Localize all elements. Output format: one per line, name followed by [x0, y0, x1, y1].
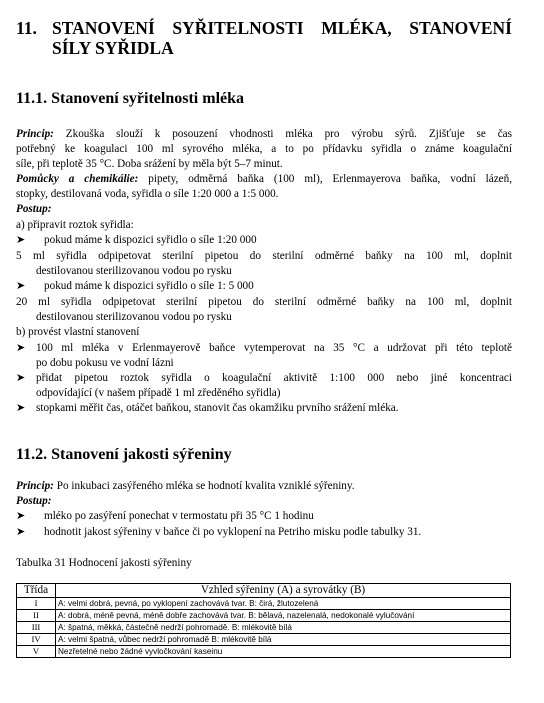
section-heading-11-2: 11.2. Stanovení jakosti sýřeniny: [16, 446, 232, 463]
step-b2-line-2: odpovídající (v našem případě 1 ml zředěného syřidla): [36, 387, 281, 399]
princip-line-3: síle, při teplotě 35 °C. Doba srážení by měla být 5–7 minut.: [16, 158, 283, 170]
quality-table: [16, 583, 511, 658]
column-header-class: Třída: [17, 584, 56, 598]
chapter-number: 11.: [16, 18, 37, 38]
table-cell-description: A: velmi špatná, vůbec nedrží pohromadě B: mlékovitě bílá: [56, 634, 511, 646]
princip-line-2: potřebný ke koagulaci 100 ml syrového mléka, a to po přídavku syřidla o známe koagulační: [16, 143, 512, 155]
table-cell-class: V: [17, 646, 56, 658]
postup-label: Postup:: [16, 203, 52, 215]
step-2-2: hodnotit jakost sýřeniny v baňce či po vyklopení na Petriho misku podle tabulky 31.: [44, 526, 422, 538]
procedure-1-line-2: destilovanou sterilizovanou vodou po rysku: [36, 265, 232, 277]
arrowhead-bullet-icon: ➤: [16, 402, 26, 414]
table-header-row: [17, 584, 511, 598]
table-row: [17, 622, 511, 634]
chapter-title-line2: SÍLY SYŘIDLA: [52, 38, 174, 58]
table-cell-class: I: [17, 598, 56, 610]
procedure-2-line-2: destilovanou sterilizovanou vodou po rysku: [36, 311, 232, 323]
table-row: [17, 634, 511, 646]
table-cell-class: IV: [17, 634, 56, 646]
chapter-title-line1: STANOVENÍ SYŘITELNOSTI MLÉKA, STANOVENÍ: [52, 18, 512, 38]
bullet-20000: pokud máme k dispozici syřidlo o síle 1:20 000: [44, 234, 257, 246]
step-b2-line-1: přidat pipetou roztok syřidla o koagulační aktivitě 1:100 000 nebo jiné koncentraci: [36, 372, 512, 384]
procedure-2-line-1: 20 ml syřidla odpipetovat sterilní pipetou do sterilní odměrné baňky na 100 ml, doplnit: [16, 296, 512, 308]
arrowhead-bullet-icon: ➤: [16, 510, 26, 522]
step-b1-line-1: 100 ml mléka v Erlenmayerově baňce vytemperovat na 35 °C a udržovat při této teplotě: [36, 342, 512, 354]
pomucky-line-1: Pomůcky a chemikálie: pipety, odměrná baňka (100 ml), Erlenmayerova baňka, vodní lázeň,: [16, 173, 513, 185]
princip-line-1: Princip: Zkouška slouží k posouzení vhodnosti mléka pro výrobu sýrů. Zjišťuje se čas: [16, 128, 512, 140]
table-cell-description: A: velmi dobrá, pevná, po vyklopení zachovává tvar. B: čirá, žlutozelená: [56, 598, 511, 610]
table-cell-description: Nezřetelné nebo žádné vyvločkování kaseinu: [56, 646, 511, 658]
pomucky-line-2: stopky, destilovaná voda, syřidla o síle 1:20 000 a 1:5 000.: [16, 188, 279, 200]
table-caption: Tabulka 31 Hodnocení jakosti sýřeniny: [16, 557, 192, 569]
procedure-1-line-1: 5 ml syřidla odpipetovat sterilní pipetou do sterilní odměrné baňky na 100 ml, doplnit: [16, 250, 512, 262]
postup-2-label: Postup:: [16, 495, 52, 507]
column-header-appearance: Vzhled sýřeniny (A) a syrovátky (B): [56, 584, 511, 598]
arrowhead-bullet-icon: ➤: [16, 526, 26, 538]
table-row: [17, 598, 511, 610]
arrowhead-bullet-icon: ➤: [16, 342, 26, 354]
step-b: b) provést vlastní stanovení: [16, 326, 140, 338]
arrowhead-bullet-icon: ➤: [16, 372, 26, 384]
step-a: a) připravit roztok syřidla:: [16, 219, 134, 231]
table-cell-description: A: špatná, měkká, částečně nedrží pohromadě. B: mlékovitě bílá: [56, 622, 511, 634]
table-row: [17, 646, 511, 658]
arrowhead-bullet-icon: ➤: [16, 234, 26, 246]
table-cell-class: III: [17, 622, 56, 634]
bullet-5000: pokud máme k dispozici syřidlo o síle 1: 5 000: [44, 280, 254, 292]
step-b3: stopkami měřit čas, otáčet baňkou, stanovit čas okamžiku prvního srážení mléka.: [36, 402, 399, 414]
princip-2-line: Princip: Po inkubaci zasýřeného mléka se hodnotí kvalita vzniklé sýřeniny.: [16, 480, 355, 492]
table-cell-class: II: [17, 610, 56, 622]
table-row: [17, 610, 511, 622]
section-heading-11-1: 11.1. Stanovení syřitelnosti mléka: [16, 90, 245, 107]
step-b1-line-2: po dobu pokusu ve vodní lázni: [36, 357, 174, 369]
arrowhead-bullet-icon: ➤: [16, 280, 26, 292]
step-2-1: mléko po zasýření ponechat v termostatu při 35 °C 1 hodinu: [44, 510, 314, 522]
table-cell-description: A: dobrá, méně pevná, méně dobře zachovává tvar. B: bělavá, nazelenalá, nedokonalé vylučování: [56, 610, 511, 622]
